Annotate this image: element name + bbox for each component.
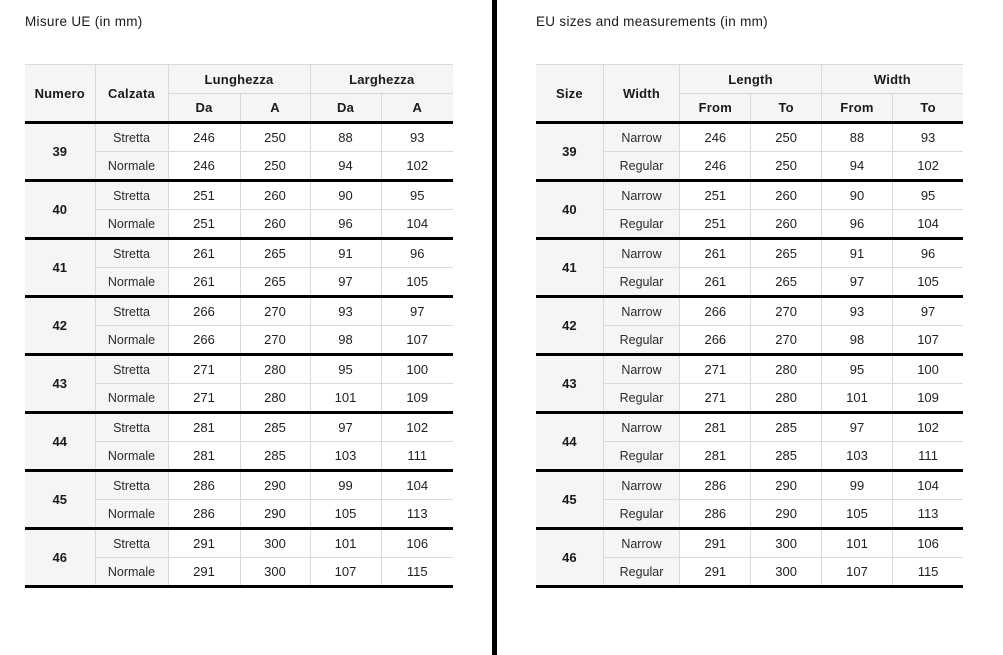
measurement-cell: 102 — [381, 413, 453, 442]
column-header-size: Numero — [25, 65, 95, 123]
size-cell: 43 — [536, 355, 603, 413]
measurement-cell: 246 — [168, 123, 240, 152]
table-row — [25, 297, 453, 326]
fit-cell: Stretta — [95, 181, 168, 210]
measurement-cell: 99 — [310, 471, 381, 500]
fit-cell: Regular — [603, 210, 679, 239]
measurement-cell: 113 — [381, 500, 453, 529]
measurement-cell: 107 — [893, 326, 963, 355]
measurement-cell: 91 — [821, 239, 892, 268]
measurement-cell: 285 — [751, 442, 821, 471]
measurement-cell: 95 — [893, 181, 963, 210]
measurement-cell: 98 — [310, 326, 381, 355]
size-cell: 39 — [536, 123, 603, 181]
measurement-cell: 104 — [893, 471, 963, 500]
measurement-cell: 107 — [821, 558, 892, 587]
fit-cell: Normale — [95, 152, 168, 181]
fit-cell: Narrow — [603, 297, 679, 326]
measurement-cell: 251 — [168, 210, 240, 239]
column-header-length-to: A — [240, 94, 310, 123]
fit-cell: Regular — [603, 500, 679, 529]
column-header-width-from: From — [821, 94, 892, 123]
measurement-cell: 250 — [240, 123, 310, 152]
size-cell: 41 — [536, 239, 603, 297]
measurement-cell: 291 — [168, 529, 240, 558]
measurement-cell: 290 — [751, 471, 821, 500]
fit-cell: Narrow — [603, 123, 679, 152]
column-group-length: Length — [680, 65, 822, 94]
measurement-cell: 270 — [240, 326, 310, 355]
measurement-cell: 250 — [751, 123, 821, 152]
measurement-cell: 88 — [310, 123, 381, 152]
size-table-italian — [25, 64, 453, 588]
fit-cell: Regular — [603, 152, 679, 181]
measurement-cell: 105 — [381, 268, 453, 297]
measurement-cell: 265 — [240, 268, 310, 297]
column-header-length-from: From — [680, 94, 751, 123]
measurement-cell: 93 — [381, 123, 453, 152]
measurement-cell: 104 — [893, 210, 963, 239]
measurement-cell: 97 — [381, 297, 453, 326]
column-header-length-to: To — [751, 94, 821, 123]
measurement-cell: 96 — [310, 210, 381, 239]
measurement-cell: 97 — [821, 413, 892, 442]
measurement-cell: 300 — [751, 558, 821, 587]
measurement-cell: 98 — [821, 326, 892, 355]
measurement-cell: 250 — [240, 152, 310, 181]
measurement-cell: 260 — [240, 181, 310, 210]
measurement-cell: 266 — [168, 326, 240, 355]
fit-cell: Narrow — [603, 413, 679, 442]
measurement-cell: 246 — [680, 152, 751, 181]
table-row — [536, 529, 963, 558]
measurement-cell: 286 — [680, 500, 751, 529]
column-header-fit: Calzata — [95, 65, 168, 123]
table-row — [536, 239, 963, 268]
fit-cell: Narrow — [603, 529, 679, 558]
fit-cell: Narrow — [603, 355, 679, 384]
measurement-cell: 261 — [680, 239, 751, 268]
measurement-cell: 97 — [310, 268, 381, 297]
column-group-length: Lunghezza — [168, 65, 310, 94]
column-header-length-from: Da — [168, 94, 240, 123]
table-row — [25, 355, 453, 384]
measurement-cell: 93 — [310, 297, 381, 326]
fit-cell: Regular — [603, 384, 679, 413]
measurement-cell: 100 — [893, 355, 963, 384]
page-title-english: EU sizes and measurements (in mm) — [536, 14, 768, 29]
table-row — [25, 181, 453, 210]
measurement-cell: 280 — [240, 355, 310, 384]
measurement-cell: 111 — [893, 442, 963, 471]
measurement-cell: 291 — [680, 558, 751, 587]
measurement-cell: 90 — [821, 181, 892, 210]
measurement-cell: 93 — [821, 297, 892, 326]
measurement-cell: 100 — [381, 355, 453, 384]
measurement-cell: 111 — [381, 442, 453, 471]
size-cell: 44 — [25, 413, 95, 471]
measurement-cell: 281 — [168, 413, 240, 442]
fit-cell: Stretta — [95, 355, 168, 384]
measurement-cell: 107 — [310, 558, 381, 587]
measurement-cell: 101 — [821, 384, 892, 413]
column-header-size: Size — [536, 65, 603, 123]
table-body — [536, 123, 963, 587]
measurement-cell: 290 — [240, 471, 310, 500]
measurement-cell: 95 — [310, 355, 381, 384]
measurement-cell: 271 — [168, 355, 240, 384]
measurement-cell: 95 — [821, 355, 892, 384]
size-cell: 45 — [536, 471, 603, 529]
measurement-cell: 290 — [751, 500, 821, 529]
measurement-cell: 281 — [680, 442, 751, 471]
measurement-cell: 266 — [680, 297, 751, 326]
measurement-cell: 97 — [310, 413, 381, 442]
panel-english — [536, 14, 963, 588]
fit-cell: Narrow — [603, 239, 679, 268]
fit-cell: Stretta — [95, 529, 168, 558]
measurement-cell: 266 — [680, 326, 751, 355]
vertical-divider — [492, 0, 497, 655]
fit-cell: Normale — [95, 326, 168, 355]
measurement-cell: 261 — [168, 239, 240, 268]
measurement-cell: 291 — [168, 558, 240, 587]
size-cell: 42 — [536, 297, 603, 355]
measurement-cell: 102 — [893, 152, 963, 181]
measurement-cell: 265 — [751, 268, 821, 297]
measurement-cell: 105 — [310, 500, 381, 529]
measurement-cell: 251 — [680, 181, 751, 210]
measurement-cell: 99 — [821, 471, 892, 500]
table-row — [25, 471, 453, 500]
fit-cell: Normale — [95, 268, 168, 297]
page-title-italian: Misure UE (in mm) — [25, 14, 143, 29]
measurement-cell: 251 — [168, 181, 240, 210]
size-cell: 44 — [536, 413, 603, 471]
fit-cell: Narrow — [603, 471, 679, 500]
measurement-cell: 250 — [751, 152, 821, 181]
measurement-cell: 103 — [821, 442, 892, 471]
size-cell: 40 — [25, 181, 95, 239]
column-header-width-to: To — [893, 94, 963, 123]
table-row — [536, 123, 963, 152]
measurement-cell: 101 — [310, 384, 381, 413]
table-row — [25, 123, 453, 152]
fit-cell: Stretta — [95, 413, 168, 442]
measurement-cell: 246 — [680, 123, 751, 152]
measurement-cell: 291 — [680, 529, 751, 558]
measurement-cell: 280 — [751, 355, 821, 384]
table-row — [536, 413, 963, 442]
measurement-cell: 285 — [240, 442, 310, 471]
size-cell: 41 — [25, 239, 95, 297]
fit-cell: Stretta — [95, 297, 168, 326]
measurement-cell: 103 — [310, 442, 381, 471]
measurement-cell: 290 — [240, 500, 310, 529]
measurement-cell: 270 — [240, 297, 310, 326]
size-cell: 40 — [536, 181, 603, 239]
measurement-cell: 106 — [381, 529, 453, 558]
measurement-cell: 266 — [168, 297, 240, 326]
table-row — [25, 239, 453, 268]
measurement-cell: 251 — [680, 210, 751, 239]
column-header-width-from: Da — [310, 94, 381, 123]
measurement-cell: 97 — [893, 297, 963, 326]
fit-cell: Regular — [603, 268, 679, 297]
fit-cell: Narrow — [603, 181, 679, 210]
measurement-cell: 90 — [310, 181, 381, 210]
fit-cell: Stretta — [95, 239, 168, 268]
column-group-width: Width — [821, 65, 963, 94]
measurement-cell: 102 — [381, 152, 453, 181]
measurement-cell: 270 — [751, 297, 821, 326]
fit-cell: Normale — [95, 210, 168, 239]
measurement-cell: 96 — [821, 210, 892, 239]
measurement-cell: 270 — [751, 326, 821, 355]
measurement-cell: 105 — [821, 500, 892, 529]
table-row — [536, 471, 963, 500]
size-cell: 39 — [25, 123, 95, 181]
measurement-cell: 94 — [310, 152, 381, 181]
measurement-cell: 95 — [381, 181, 453, 210]
fit-cell: Normale — [95, 558, 168, 587]
table-header — [536, 65, 963, 123]
fit-cell: Regular — [603, 558, 679, 587]
measurement-cell: 280 — [240, 384, 310, 413]
column-header-fit: Width — [603, 65, 679, 123]
measurement-cell: 106 — [893, 529, 963, 558]
measurement-cell: 109 — [381, 384, 453, 413]
measurement-cell: 115 — [893, 558, 963, 587]
measurement-cell: 260 — [751, 181, 821, 210]
measurement-cell: 113 — [893, 500, 963, 529]
fit-cell: Normale — [95, 384, 168, 413]
measurement-cell: 94 — [821, 152, 892, 181]
table-header — [25, 65, 453, 123]
measurement-cell: 104 — [381, 210, 453, 239]
fit-cell: Normale — [95, 442, 168, 471]
measurement-cell: 265 — [751, 239, 821, 268]
measurement-cell: 91 — [310, 239, 381, 268]
measurement-cell: 281 — [680, 413, 751, 442]
measurement-cell: 300 — [240, 558, 310, 587]
measurement-cell: 246 — [168, 152, 240, 181]
column-group-width: Larghezza — [310, 65, 453, 94]
table-row — [25, 413, 453, 442]
measurement-cell: 280 — [751, 384, 821, 413]
table-row — [536, 297, 963, 326]
measurement-cell: 261 — [168, 268, 240, 297]
size-cell: 45 — [25, 471, 95, 529]
measurement-cell: 271 — [168, 384, 240, 413]
measurement-cell: 93 — [893, 123, 963, 152]
measurement-cell: 102 — [893, 413, 963, 442]
measurement-cell: 286 — [168, 471, 240, 500]
measurement-cell: 104 — [381, 471, 453, 500]
measurement-cell: 107 — [381, 326, 453, 355]
measurement-cell: 88 — [821, 123, 892, 152]
fit-cell: Regular — [603, 326, 679, 355]
measurement-cell: 96 — [381, 239, 453, 268]
measurement-cell: 285 — [751, 413, 821, 442]
fit-cell: Stretta — [95, 471, 168, 500]
size-cell: 46 — [25, 529, 95, 587]
measurement-cell: 96 — [893, 239, 963, 268]
measurement-cell: 281 — [168, 442, 240, 471]
measurement-cell: 260 — [751, 210, 821, 239]
measurement-cell: 300 — [751, 529, 821, 558]
table-row — [25, 529, 453, 558]
measurement-cell: 300 — [240, 529, 310, 558]
measurement-cell: 101 — [310, 529, 381, 558]
fit-cell: Regular — [603, 442, 679, 471]
size-cell: 42 — [25, 297, 95, 355]
fit-cell: Normale — [95, 500, 168, 529]
measurement-cell: 261 — [680, 268, 751, 297]
measurement-cell: 286 — [168, 500, 240, 529]
size-table-english — [536, 64, 963, 588]
column-header-width-to: A — [381, 94, 453, 123]
measurement-cell: 105 — [893, 268, 963, 297]
table-body — [25, 123, 453, 587]
measurement-cell: 271 — [680, 355, 751, 384]
size-cell: 43 — [25, 355, 95, 413]
measurement-cell: 101 — [821, 529, 892, 558]
measurement-cell: 286 — [680, 471, 751, 500]
table-row — [536, 181, 963, 210]
fit-cell: Stretta — [95, 123, 168, 152]
measurement-cell: 115 — [381, 558, 453, 587]
size-cell: 46 — [536, 529, 603, 587]
table-row — [536, 355, 963, 384]
measurement-cell: 271 — [680, 384, 751, 413]
measurement-cell: 260 — [240, 210, 310, 239]
measurement-cell: 97 — [821, 268, 892, 297]
measurement-cell: 109 — [893, 384, 963, 413]
panel-italian — [25, 14, 453, 588]
measurement-cell: 265 — [240, 239, 310, 268]
measurement-cell: 285 — [240, 413, 310, 442]
